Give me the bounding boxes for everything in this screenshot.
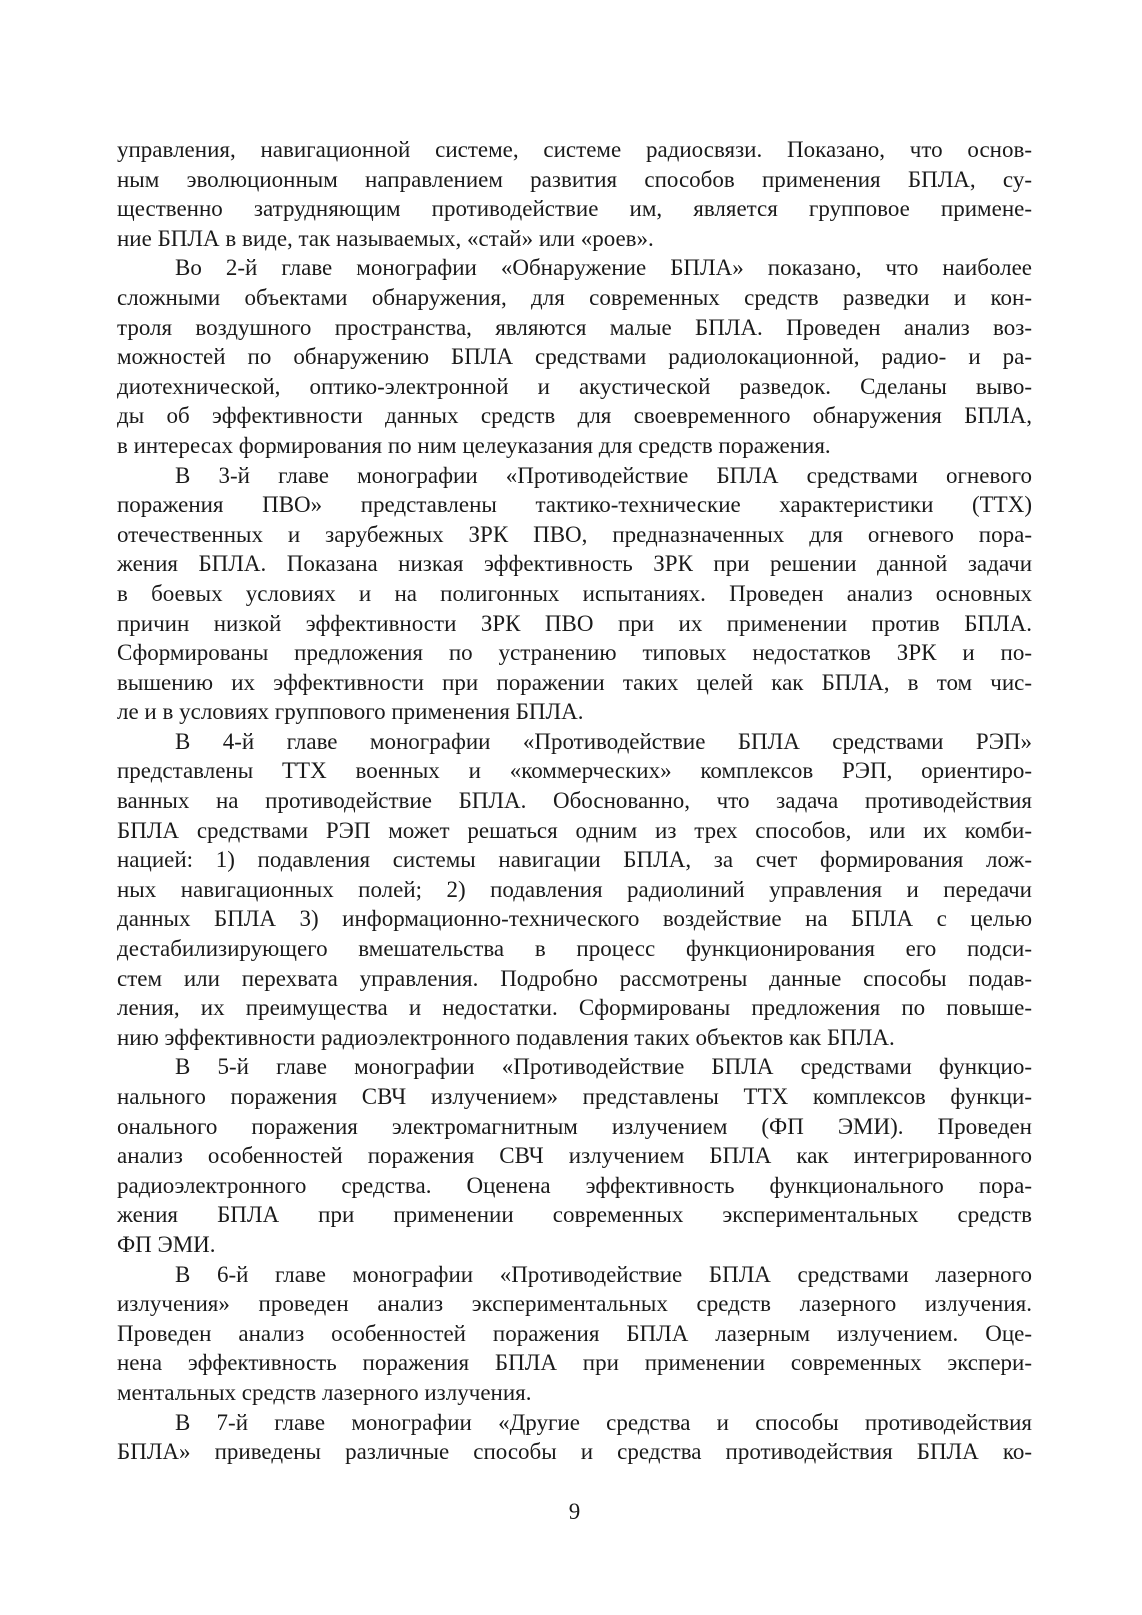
text-line: можностей по обнаружению БПЛА средствами радиолокационной, радио- и ра- (117, 344, 1032, 370)
text-line: жения БПЛА при применении современных экспериментальных средств (117, 1202, 1032, 1228)
text-line: сложными объектами обнаружения, для современных средств разведки и кон- (117, 284, 1032, 310)
text-line: дестабилизирующего вмешательства в процесс функционирования его подси- (117, 936, 1032, 962)
text-line: Во 2-й главе монографии «Обнаружение БПЛА» показано, что наиболее (175, 255, 1032, 281)
text-line: ние БПЛА в виде, так называемых, «стай» или «роев». (117, 225, 654, 251)
text-line: жения БПЛА. Показана низкая эффективность ЗРК при решении данной задачи (117, 551, 1032, 577)
text-line: ных навигационных полей; 2) подавления радиолиний управления и передачи (117, 876, 1032, 902)
text-line: ным эволюционным направлением развития способов применения БПЛА, су- (117, 166, 1032, 192)
text-line: диотехнической, оптико-электронной и акустической разведок. Сделаны выво- (117, 373, 1032, 399)
text-line: в интересах формирования по ним целеуказания для средств поражения. (117, 432, 831, 458)
text-line: нального поражения СВЧ излучением» представлены ТТХ комплексов функци- (117, 1084, 1032, 1109)
text-line: ванных на противодействие БПЛА. Обоснованно, что задача противодействия (117, 788, 1032, 814)
text-line: радиоэлектронного средства. Оценена эффективность функционального пора- (117, 1172, 1032, 1198)
text-line: в боевых условиях и на полигонных испытаниях. Проведен анализ основных (117, 580, 1032, 606)
text-line: онального поражения электромагнитным излучением (ФП ЭМИ). Проведен (117, 1113, 1032, 1139)
text-line: В 3-й главе монографии «Противодействие БПЛА средствами огневого (175, 462, 1032, 488)
text-line: представлены ТТХ военных и «коммерческих» комплексов РЭП, ориентиро- (117, 758, 1032, 784)
text-line: отечественных и зарубежных ЗРК ПВО, предназначенных для огневого пора- (117, 521, 1032, 547)
text-line: нию эффективности радиоэлектронного подавления таких объектов как БПЛА. (117, 1024, 895, 1050)
text-line: щественно затрудняющим противодействие им, является групповое примене- (117, 196, 1032, 222)
text-line: данных БПЛА 3) информационно-технического воздействие на БПЛА с целью (117, 906, 1032, 932)
text-line: анализ особенностей поражения СВЧ излучением БПЛА как интегрированного (117, 1143, 1032, 1169)
text-line: ФП ЭМИ. (117, 1231, 216, 1257)
text-line: ле и в условиях группового применения БПЛА. (117, 699, 584, 725)
text-line: управления, навигационной системе, системе радиосвязи. Показано, что основ- (117, 137, 1032, 162)
text-line: нена эффективность поражения БПЛА при применении современных экспери- (117, 1350, 1032, 1376)
text-line: излучения» проведен анализ экспериментальных средств лазерного излучения. (117, 1291, 1032, 1317)
text-line: нацией: 1) подавления системы навигации БПЛА, за счет формирования лож- (117, 847, 1032, 873)
text-line: ды об эффективности данных средств для своевременного обнаружения БПЛА, (117, 403, 1032, 429)
text-block (117, 135, 1032, 1467)
text-line: вышению их эффективности при поражении таких целей как БПЛА, в том чис- (117, 669, 1032, 695)
text-line: стем или перехвата управления. Подробно рассмотрены данные способы подав- (117, 965, 1032, 991)
text-line: ления, их преимущества и недостатки. Сформированы предложения по повыше- (117, 995, 1032, 1021)
text-line: Сформированы предложения по устранению типовых недостатков ЗРК и по- (117, 640, 1032, 666)
text-line: В 5-й главе монографии «Противодействие БПЛА средствами функцио- (175, 1054, 1032, 1080)
text-line: В 6-й главе монографии «Противодействие БПЛА средствами лазерного (175, 1261, 1032, 1287)
text-line: поражения ПВО» представлены тактико-технические характеристики (ТТХ) (117, 492, 1032, 518)
text-line: причин низкой эффективности ЗРК ПВО при их применении против БПЛА. (117, 610, 1032, 636)
text-line: БПЛА» приведены различные способы и средства противодействия БПЛА ко- (117, 1439, 1032, 1465)
text-line: В 7-й главе монографии «Другие средства и способы противодействия (175, 1409, 1032, 1435)
text-line: БПЛА средствами РЭП может решаться одним из трех способов, или их комби- (117, 817, 1032, 843)
text-line: Проведен анализ особенностей поражения БПЛА лазерным излучением. Оце- (117, 1320, 1032, 1346)
text-line: ментальных средств лазерного излучения. (117, 1379, 532, 1405)
page-number: 9 (568, 1499, 581, 1524)
text-line: В 4-й главе монографии «Противодействие БПЛА средствами РЭП» (175, 728, 1032, 754)
text-line: троля воздушного пространства, являются малые БПЛА. Проведен анализ воз- (117, 314, 1032, 340)
